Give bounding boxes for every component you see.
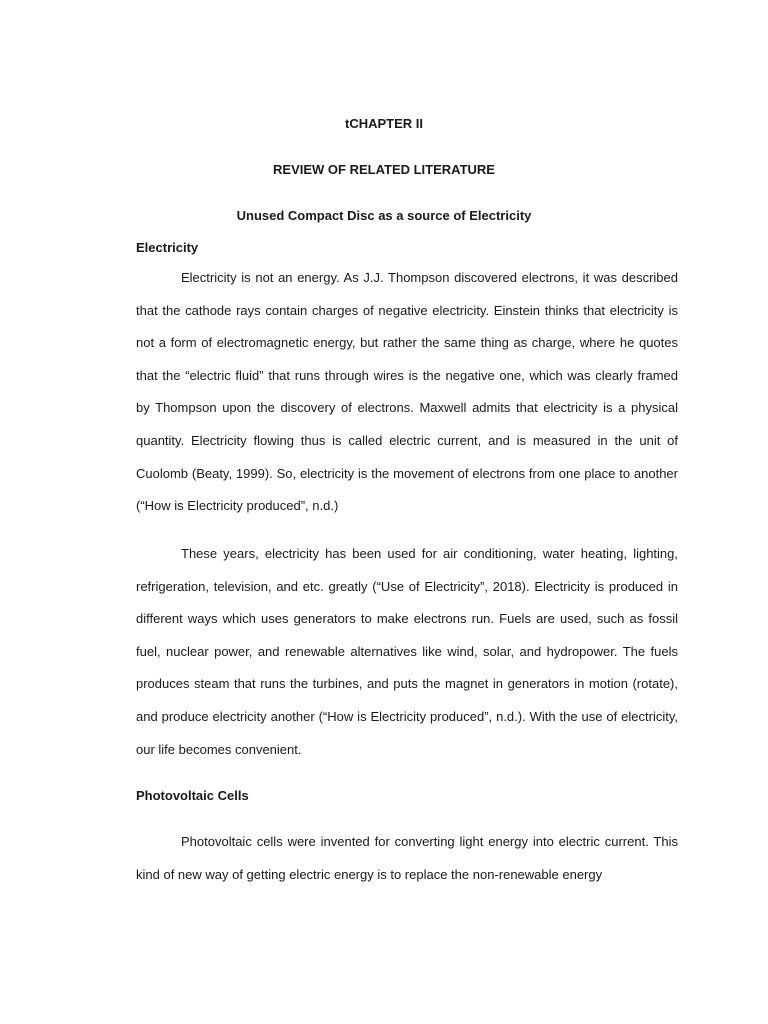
topic-title: Unused Compact Disc as a source of Electricity bbox=[236, 208, 532, 223]
paragraph-electricity-1: Electricity is not an energy. As J.J. Thompson discovered electrons, it was described that the cathode rays contain charges of negative electricity. Einstein thinks that electricity is not a form of electromagnetic energy, but rather the same thing as charge, where he quotes that the “electric fluid” that runs through wires is the negative one, which was clearly framed by Thompson upon the discovery of electrons. Maxwell admits that electricity is a physical quantity. Electricity flowing thus is called electric current, and is measured in the unit of Cuolomb (Beaty, 1999). So, electricity is the movement of electrons from one place to another (“How is Electricity produced”, n.d.) bbox=[136, 270, 678, 514]
paragraph-photovoltaic-1: Photovoltaic cells were invented for converting light energy into electric current. This kind of new way of getting electric energy is to replace the non-renewable energy bbox=[136, 834, 678, 882]
section-heading-photovoltaic-cells: Photovoltaic Cells bbox=[136, 788, 249, 803]
paragraph-electricity-2: These years, electricity has been used for air conditioning, water heating, lighting, refrigeration, television, and etc. greatly (“Use of Electricity”, 2018). Electricity is produced in different ways which uses generators to make electrons run. Fuels are used, such as fossil fuel, nuclear power, and renewable alternatives like wind, solar, and hydropower. The fuels produces steam that runs the turbines, and puts the magnet in generators in motion (rotate), and produce electricity another (“How is Electricity produced”, n.d.). With the use of electricity, our life becomes convenient. bbox=[136, 546, 678, 757]
chapter-label: tCHAPTER II bbox=[345, 116, 423, 131]
section-heading-electricity: Electricity bbox=[136, 240, 199, 255]
chapter-title: REVIEW OF RELATED LITERATURE bbox=[273, 162, 495, 177]
